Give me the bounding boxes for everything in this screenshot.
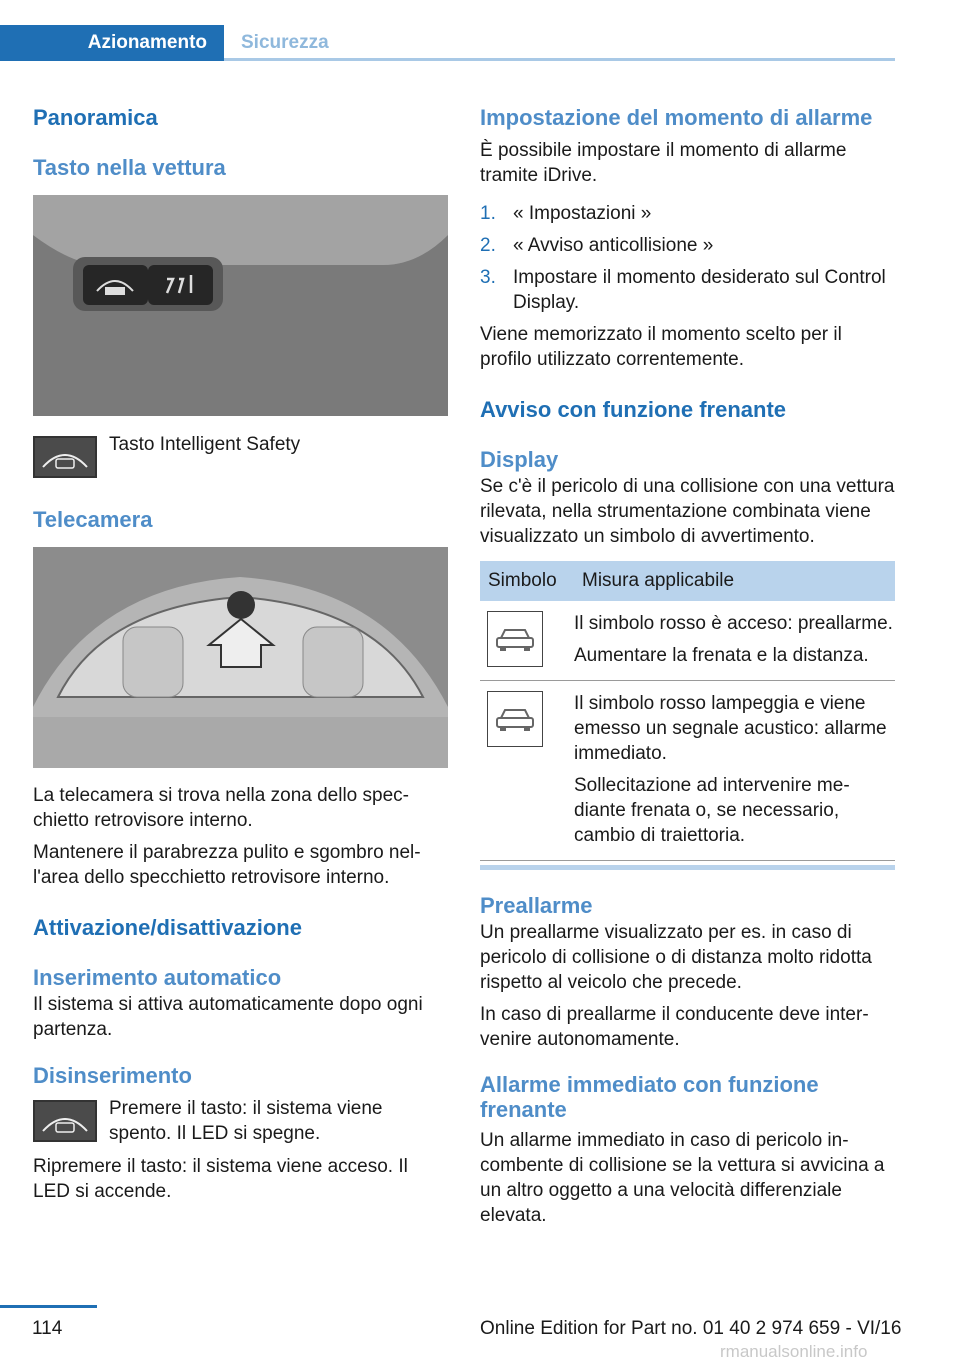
- table-header-measure: Misura applicabile: [574, 561, 895, 601]
- tab-underline: [224, 58, 895, 61]
- tab-sicurezza[interactable]: Sicurezza: [224, 25, 895, 61]
- list-item: [480, 201, 895, 226]
- step-text: Impostare il momento desiderato sul Control Display.: [513, 267, 886, 313]
- button-panel-photo: [33, 195, 448, 416]
- disinserimento-caption: Premere il tasto: il sistema viene spento. Il LED si spegne.: [109, 1098, 383, 1144]
- icon-caption-row: [33, 436, 448, 478]
- row1-line2: Aumentare la frenata e la distanza.: [574, 645, 869, 666]
- step-text: « Avviso anticollisione »: [513, 235, 714, 256]
- list-item: [480, 233, 895, 258]
- row2-line1: Il simbolo rosso lampeggia e viene emesso un segnale acustico: allarme immediato.: [574, 693, 887, 764]
- step-number: 2.: [480, 235, 496, 256]
- left-column: [33, 100, 448, 1204]
- step-number: 1.: [480, 203, 496, 224]
- inserimento-paragraph: Il sistema si attiva automaticamente dopo ogni partenza.: [33, 994, 423, 1040]
- icon-caption: Tasto Intelligent Safety: [109, 434, 301, 455]
- symbol-cell: [480, 601, 574, 681]
- right-column: [480, 100, 895, 1228]
- table-row: [480, 681, 895, 861]
- disinserimento-row: [33, 1096, 448, 1146]
- step-text: « Impostazioni »: [513, 203, 652, 224]
- tab-azionamento[interactable]: Azionamento: [0, 25, 224, 61]
- table-row: [480, 601, 895, 681]
- preallarme-paragraph-1: Un preallarme visualizzato per es. in caso di pericolo di collisione o di distanza molto ridotta rispetto al veicolo che precede.: [480, 922, 872, 993]
- table-bottom-rule: [480, 865, 895, 870]
- list-item: [480, 265, 895, 315]
- title-impostazione: Impostazione del momento di allarme: [480, 105, 873, 130]
- camera-paragraph-2: Mantenere il parabrezza pulito e sgombro nell'area dello specchietto retrovisore interno.: [33, 842, 421, 888]
- measure-cell: [574, 681, 895, 861]
- watermark: rmanualsonline.info: [720, 1342, 868, 1361]
- camera-paragraph-1: La telecamera si trova nella zona dello specchietto retrovisore interno.: [33, 785, 409, 831]
- subtitle-allarme-immediato: Allarme immediato con funzione frenante: [480, 1072, 819, 1122]
- symbol-table: [480, 561, 895, 861]
- measure-cell: [574, 601, 895, 681]
- page-number: 114: [32, 1318, 63, 1339]
- subtitle-display: Display: [480, 447, 559, 472]
- allarme-paragraph: Un allarme immediato in caso di pericolo incombente di collisione se la vettura si avvicina a un altro oggetto a una velocità differenziale elevata.: [480, 1130, 885, 1226]
- table-header-symbol: Simbolo: [480, 561, 574, 601]
- subtitle-disinserimento: Disinserimento: [33, 1063, 192, 1088]
- intelligent-safety-icon: [33, 436, 97, 478]
- subtitle-tasto-vettura: Tasto nella vettura: [33, 155, 226, 180]
- camera-illustration: [33, 547, 448, 768]
- car-warning-icon: [487, 611, 543, 667]
- camera-photo: [33, 547, 448, 768]
- subtitle-telecamera: Telecamera: [33, 507, 153, 532]
- section-title-attivazione: Attivazione/disattivazione: [33, 915, 302, 940]
- subtitle-inserimento: Inserimento automatico: [33, 965, 282, 990]
- symbol-cell: [480, 681, 574, 861]
- footer-accent-line: [0, 1305, 97, 1308]
- subtitle-preallarme: Preallarme: [480, 893, 593, 918]
- car-warning-icon: [487, 691, 543, 747]
- step-number: 3.: [480, 267, 496, 288]
- header-tabs: [0, 25, 895, 61]
- row2-line2: Sollecitazione ad intervenire mediante frenata o, se necessario, cambio di traiettoria.: [574, 775, 850, 846]
- disinserimento-paragraph: Ripremere il tasto: il sistema viene acceso. Il LED si accende.: [33, 1156, 408, 1202]
- impostazione-paragraph: È possibile impostare il momento di allarme tramite iDrive.: [480, 140, 847, 186]
- edition-label: Online Edition for Part no. 01 40 2 974 659 - VI/16: [480, 1318, 902, 1339]
- memorizzato-paragraph: Viene memorizzato il momento scelto per il profilo utilizzato correntemente.: [480, 324, 842, 370]
- steps-list: [480, 201, 895, 315]
- intelligent-safety-button-icon: [33, 1100, 97, 1142]
- section-title-panoramica: Panoramica: [33, 105, 158, 130]
- button-panel-illustration: [33, 195, 448, 416]
- row1-line1: Il simbolo rosso è acceso: preallarme.: [574, 613, 893, 634]
- title-avviso-frenante: Avviso con funzione frenante: [480, 397, 787, 422]
- preallarme-paragraph-2: In caso di preallarme il conducente deve intervenire autonomamente.: [480, 1004, 869, 1050]
- display-paragraph: Se c'è il pericolo di una collisione con una vettura rilevata, nella strumentazione combinata viene visualizzato un simbolo di avvertimento.: [480, 476, 895, 547]
